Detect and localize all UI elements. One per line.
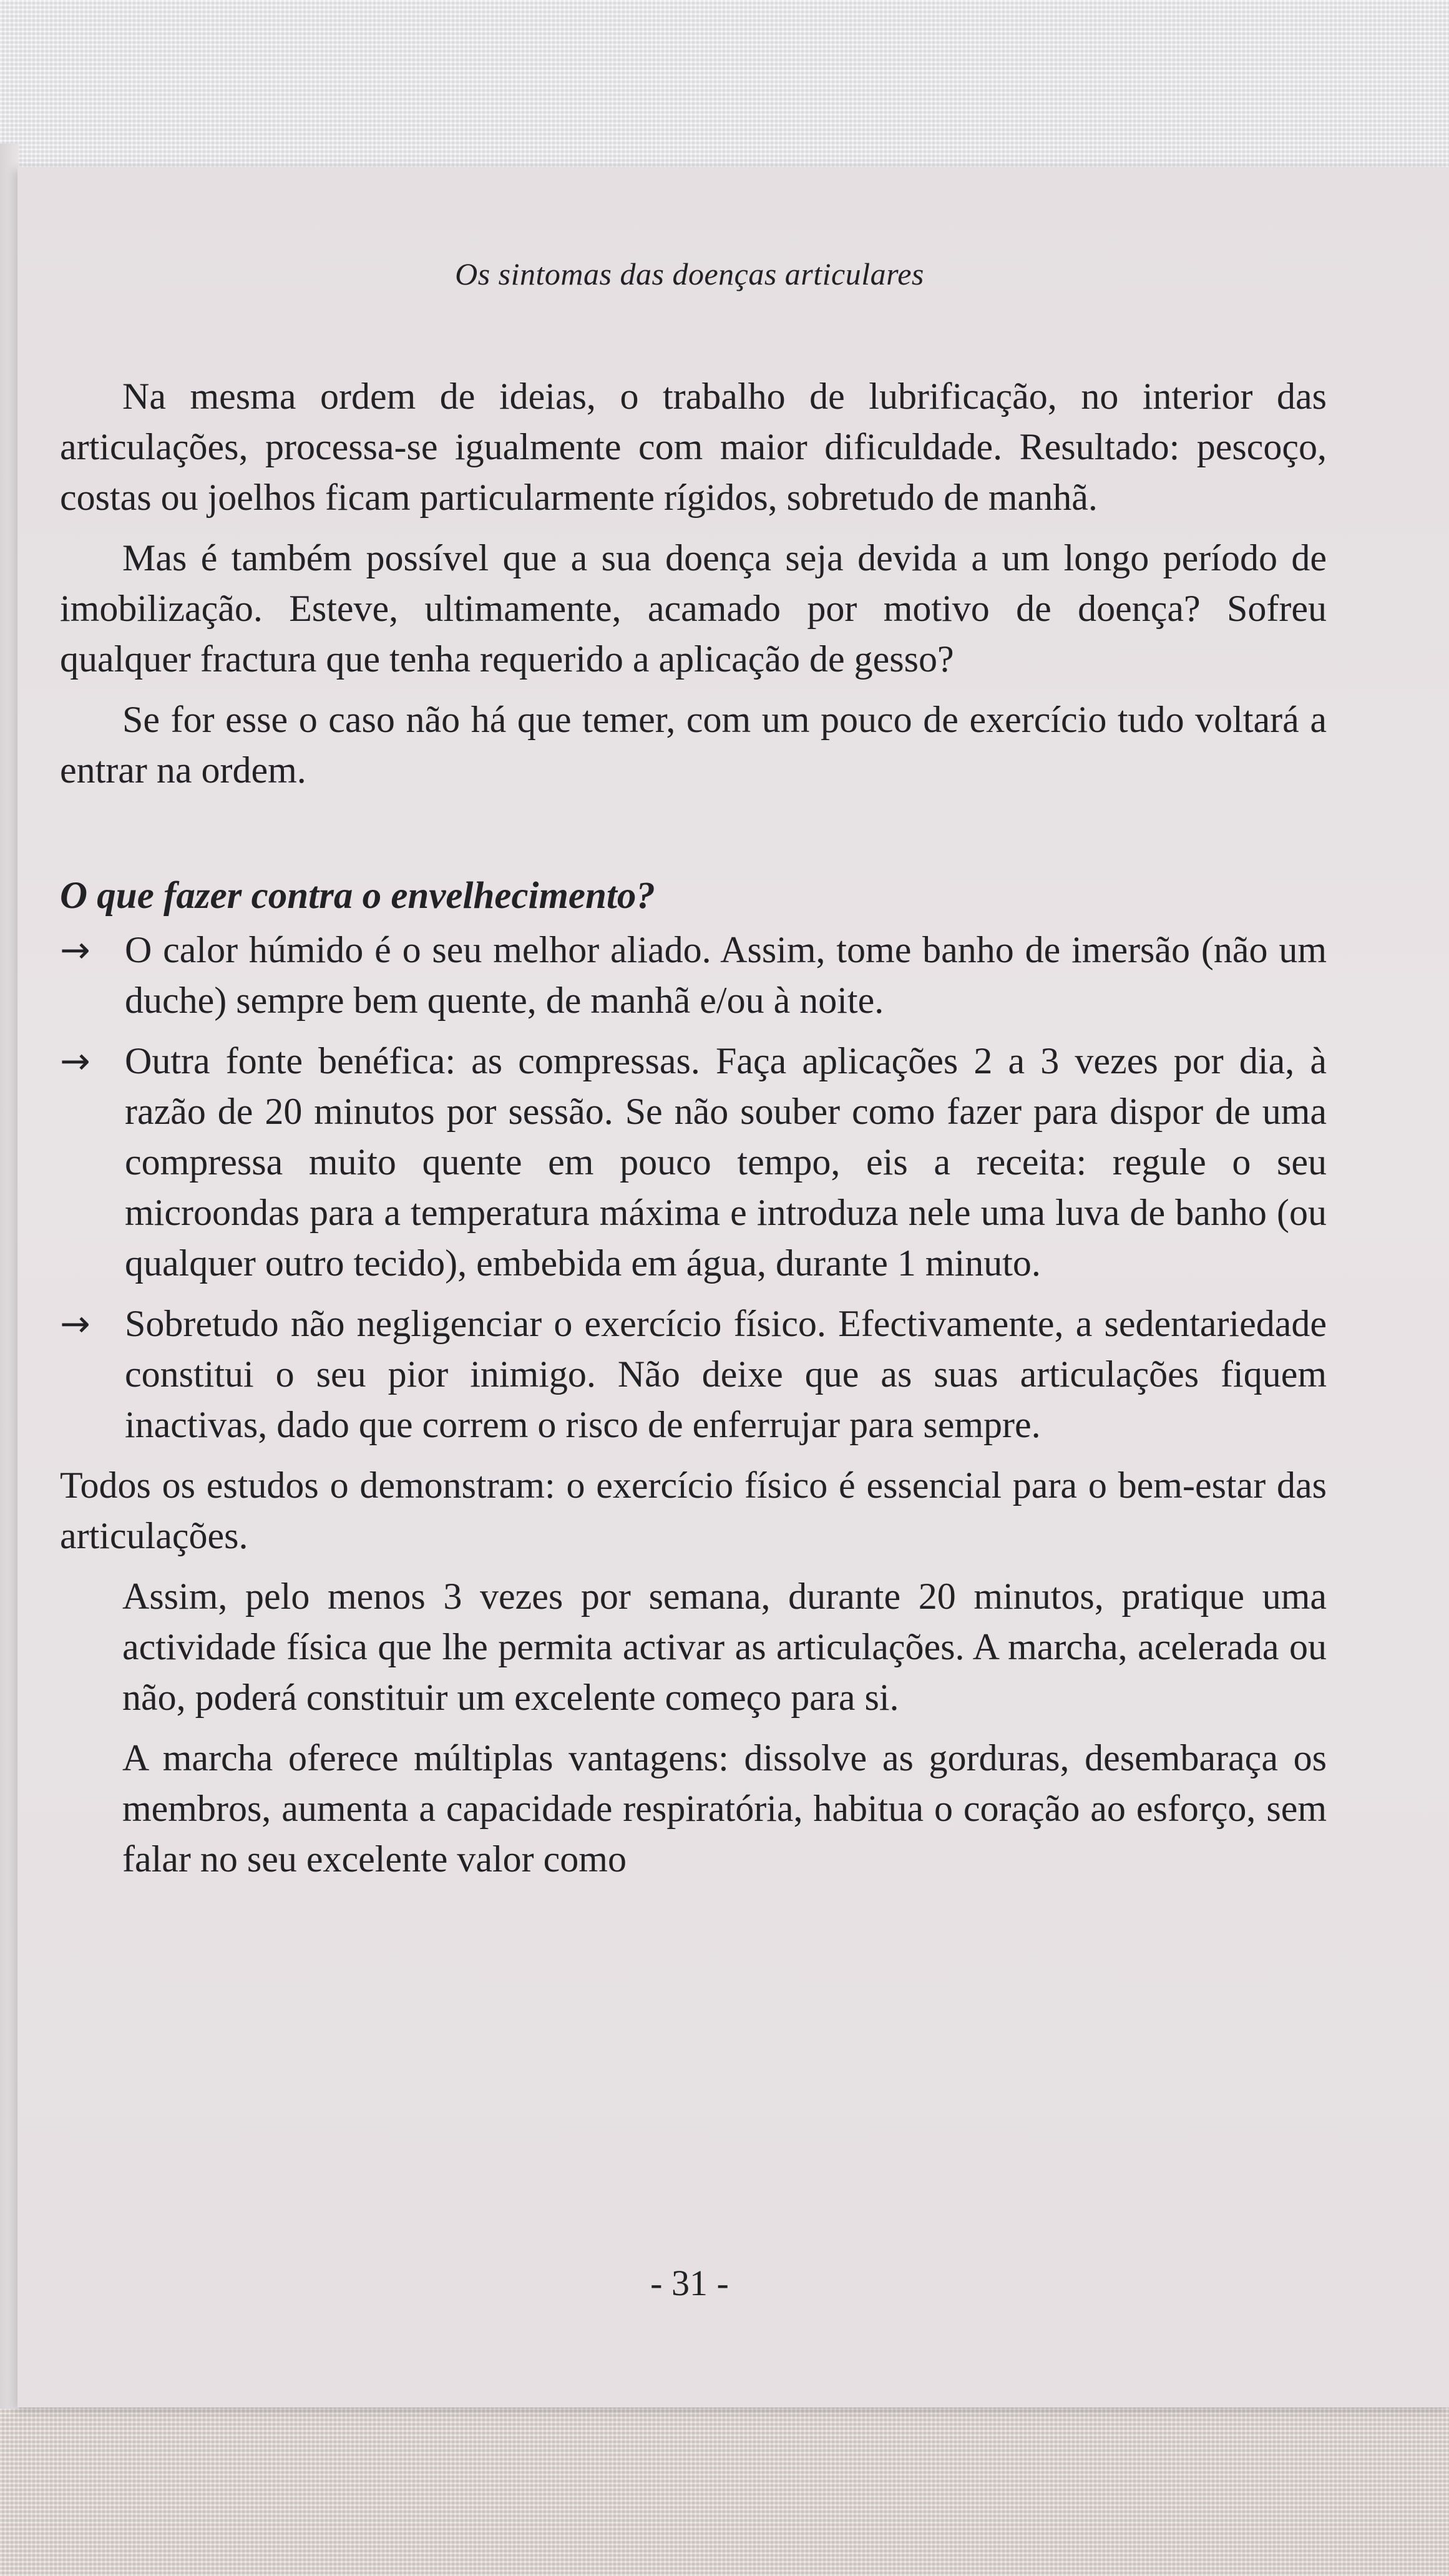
paragraph: Na mesma ordem de ideias, o trabalho de lubrificação, no interior das articulações, processa-se igualmente com maior dificuldade. Resultado: pescoço, costas ou joelhos ficam particularmente rígidos, sobretudo de manhã.: [60, 376, 1327, 518]
paragraph: Assim, pelo menos 3 vezes por semana, durante 20 minutos, pratique uma actividade física que lhe permita activar as articulações. A marcha, acelerada ou não, poderá constituir um excelente começo para si.: [122, 1576, 1327, 1718]
paragraph: A marcha oferece múltiplas vantagens: dissolve as gorduras, desembaraça os membros, aumenta a capacidade respiratória, habitua o coração ao esforço, sem falar no seu excelente valor como: [122, 1737, 1327, 1880]
list-item: [60, 925, 1327, 1026]
running-head: Os sintomas das doenças articulares: [455, 256, 924, 291]
arrow-right-icon: →: [60, 1040, 90, 1082]
page-body: [60, 371, 1327, 1885]
list-item-text: O calor húmido é o seu melhor aliado. Assim, tome banho de imersão (não um duche) sempre bem quente, de manhã e/ou à noite.: [125, 929, 1327, 1021]
arrow-right-icon: →: [60, 1302, 90, 1345]
previous-page-edge: [0, 144, 19, 2409]
list-item-text: Sobretudo não negligenciar o exercício físico. Efectivamente, a sedentariedade constitui o seu pior inimigo. Não deixe que as suas articulações fiquem inactivas, dado que correm o risco de enferrujar para sempre.: [125, 1303, 1327, 1445]
section-heading: O que fazer contra o envelhecimento?: [60, 875, 655, 917]
page-number: - 31 -: [650, 2263, 729, 2303]
background-cloth-bottom: [0, 2403, 1449, 2576]
arrow-right-icon: →: [60, 929, 90, 971]
list-item-text: Outra fonte benéfica: as compressas. Faça aplicações 2 a 3 vezes por dia, à razão de 20 minutos por sessão. Se não souber como fazer para dispor de uma compressa muito quente em pouco tempo, eis a receita: regule o seu microondas para a temperatura máxima e introduza nele uma luva de banho (ou qualquer outro tecido), embebida em água, durante 1 minuto.: [125, 1040, 1327, 1284]
advice-list: [60, 925, 1327, 1450]
paragraph: Se for esse o caso não há que temer, com um pouco de exercício tudo voltará a entrar na ordem.: [60, 699, 1327, 791]
list-item: [60, 1299, 1327, 1450]
list-item: [60, 1036, 1327, 1289]
paragraph: Mas é também possível que a sua doença seja devida a um longo período de imobilização. Esteve, ultimamente, acamado por motivo de doença? Sofreu qualquer fractura que tenha requerido a aplicação de gesso?: [60, 537, 1327, 680]
background-cloth-top: [0, 0, 1449, 181]
paragraph: Todos os estudos o demonstram: o exercício físico é essencial para o bem-estar das articulações.: [60, 1465, 1327, 1556]
